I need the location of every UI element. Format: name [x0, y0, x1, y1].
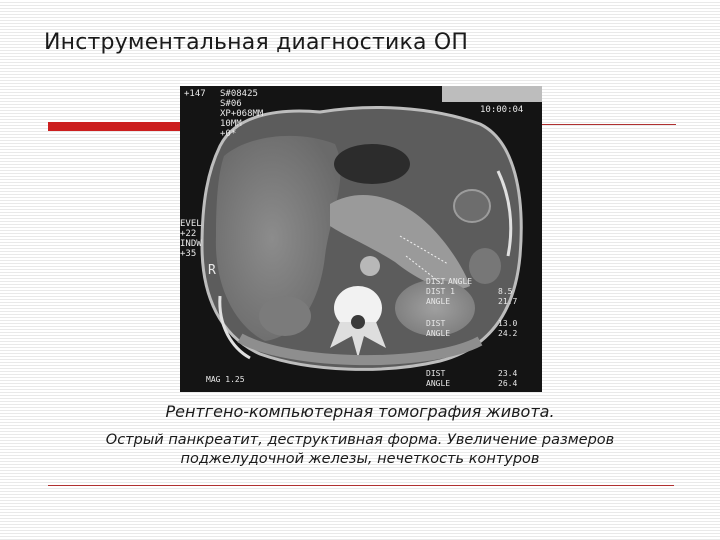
overlay-line-2: S#08425 [220, 89, 258, 99]
overlay-time: 10:00:04 [480, 105, 524, 115]
overlay-level-label: EVEL [180, 219, 202, 229]
caption-line-1: Острый панкреатит, деструктивная форма. Увеличение размеров [105, 432, 615, 448]
overlay-value-4: 24.2 [498, 329, 518, 338]
overlay-line-3: S#06 [220, 99, 242, 109]
overlay-line-6: +0* [220, 129, 237, 139]
ct-scan-svg [180, 86, 542, 392]
overlay-measure-1: DIST [426, 277, 446, 286]
overlay-value-2: 21.7 [498, 297, 518, 306]
overlay-value-5: 23.4 [498, 369, 518, 378]
overlay-measure-6: ANGLE [426, 329, 451, 338]
slide-title: Инструментальная диагностика ОП [44, 30, 469, 55]
footer-divider-line [48, 485, 674, 486]
overlay-measure-8: ANGLE [426, 379, 451, 388]
figure-caption-body [60, 431, 660, 469]
ct-scan-image [180, 86, 542, 392]
overlay-side-marker: R [208, 263, 216, 278]
overlay-measure-7: DIST [426, 369, 446, 378]
overlay-value-1: 8.5 [498, 287, 513, 296]
title-accent-bar [48, 122, 188, 131]
title-divider-line [540, 124, 676, 125]
overlay-measure-5: DIST [426, 319, 446, 328]
overlay-line-1: +147 [184, 89, 206, 99]
overlay-magnification: MAG 1.25 [206, 375, 245, 384]
overlay-value-3: 13.0 [498, 319, 518, 328]
overlay-measure-3: DIST 1 [426, 287, 455, 296]
overlay-measure-4: ANGLE [426, 297, 451, 306]
overlay-window-label: INDW [180, 239, 202, 249]
overlay-measure-2: ANGLE [448, 277, 473, 286]
overlay-window-value: +35 [180, 249, 197, 259]
figure-caption-title: Рентгено-компьютерная томография живота. [165, 402, 555, 421]
overlay-level-value: +22 [180, 229, 197, 239]
overlay-line-4: XP+068MM [220, 109, 264, 119]
overlay-value-6: 26.4 [498, 379, 518, 388]
overlay-line-5: 10MM [220, 119, 242, 129]
caption-line-2: поджелудочной железы, нечеткость контуров [180, 451, 540, 467]
